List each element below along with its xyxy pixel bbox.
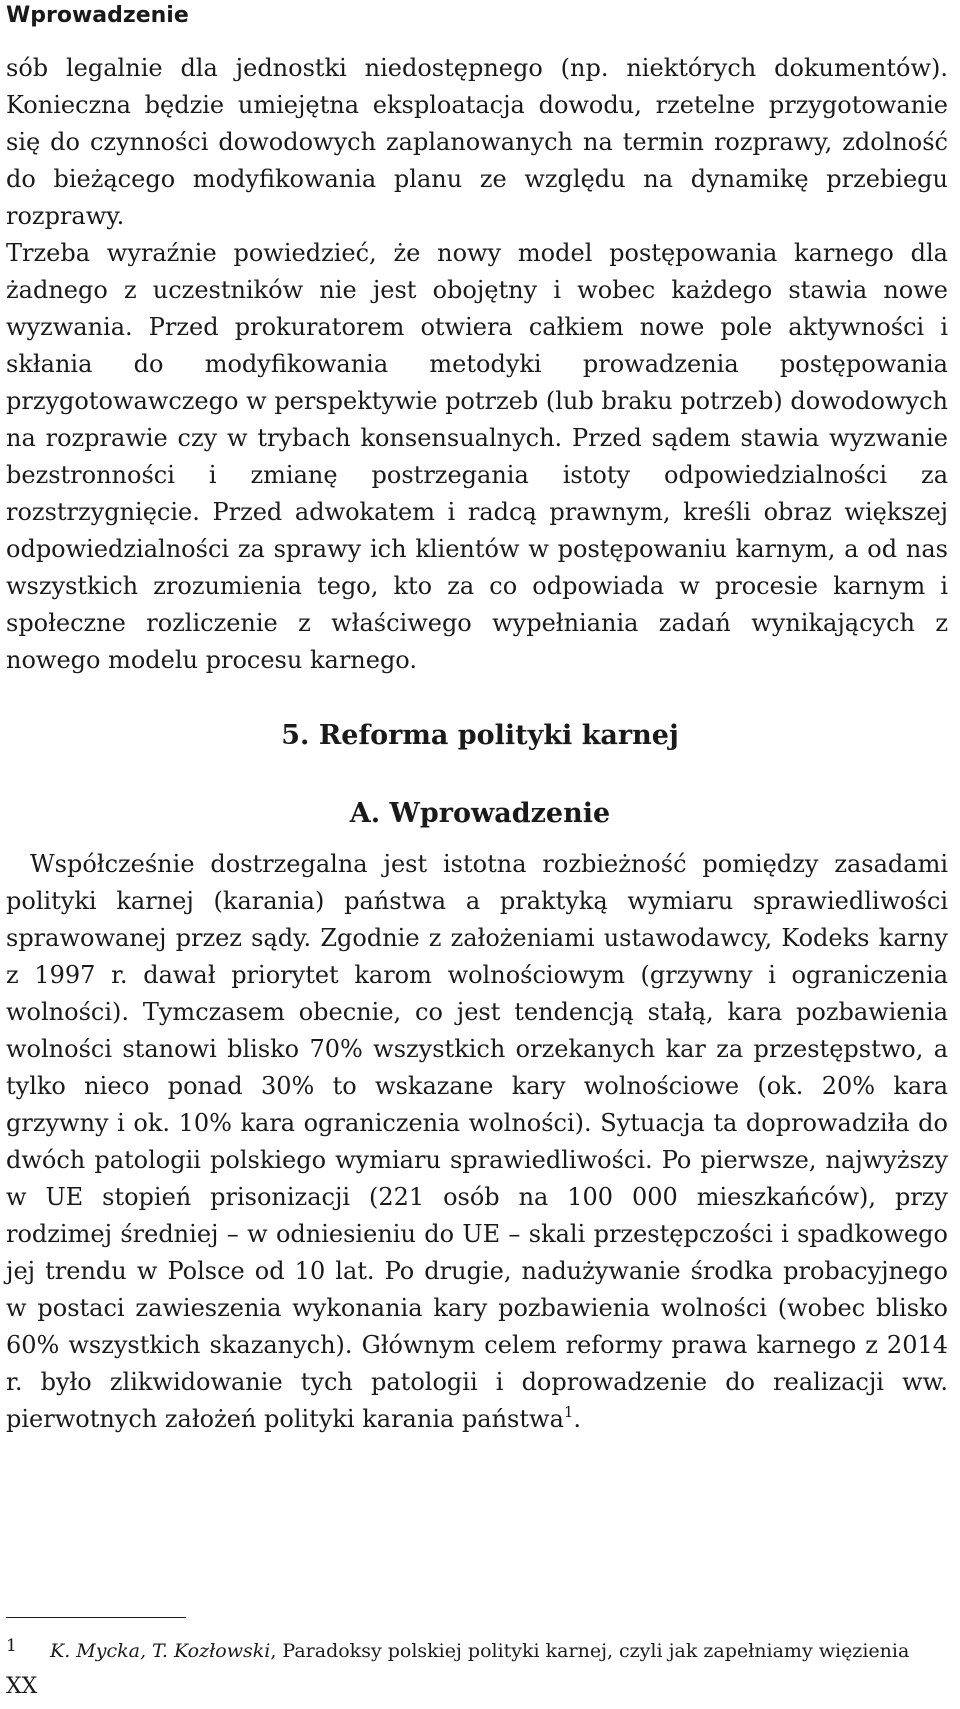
- paragraph-penal-policy-text: Współcześnie dostrzegalna jest istotna rozbieżność pomiędzy zasadami polityki karnej (karania) państwa a praktyką wymiaru sprawiedliwości sprawowanej przez sądy. Zgodnie z założeniami ustawodawcy, Kodeks karny z 1997 r. dawał priorytet karom wolnościowym (grzywny i ograniczenia wolności). Tymczasem obecnie, co jest tendencją stałą, kara pozbawienia wolności stanowi blisko 70% wszystkich orzekanych kar za przestępstwo, a tylko nieco ponad 30% to wskazane kary wolnościowe (ok. 20% kara grzywny i ok. 10% kara ograniczenia wolności). Sytuacja ta doprowadziła do dwóch patologii polskiego wymiaru sprawiedliwości. Po pierwsze, najwyższy w UE stopień prisonizacji (221 osób na 100 000 mieszkańców), przy rodzimej średniej – w odniesieniu do UE – skali przestępczości i spadkowego jej trendu w Polsce od 10 lat. Po drugie, nadużywanie środka probacyjnego w postaci zawieszenia wykonania kary pozbawienia wolności (wobec blisko 60% wszystkich skazanych). Głównym celem reformy prawa karnego z 2014 r. było zlikwidowanie tych patologii i doprowadzenie do realizacji ww. pierwotnych założeń polityki karania państwa: [6, 850, 948, 1433]
- section-heading: 5. Reforma polityki karnej: [281, 720, 679, 751]
- paragraph-penal-policy: [6, 846, 948, 1438]
- footnote-reference[interactable]: 1: [563, 1403, 574, 1421]
- page-number: XX: [6, 1674, 38, 1699]
- footnote-text: , Paradoksy polskiej polityki karnej, czyli jak zapełniamy więzienia: [270, 1640, 910, 1662]
- paragraph-continuation: sób legalnie dla jednostki niedostępnego (np. niektórych dokumentów). Konieczna będzie umiejętna eksploatacja dowodu, rzetelne przygotowanie się do czynności dowodowych zaplanowanych na termin rozprawy, zdolność do bieżącego modyfikowania planu ze względu na dynamikę przebiegu rozprawy.: [6, 54, 948, 230]
- footnote: 1 K. Mycka, T. Kozłowski, Paradoksy polskiej polityki karnej, czyli jak zapełniamy więzienia: [6, 1636, 910, 1662]
- body-text-block-2: [6, 846, 948, 1438]
- subsection-heading: A. Wprowadzenie: [349, 798, 611, 829]
- footnote-authors: K. Mycka, T. Kozłowski: [50, 1640, 271, 1662]
- footnote-divider: [6, 1617, 186, 1618]
- body-text-block-1: [6, 50, 948, 679]
- running-head: Wprowadzenie: [6, 3, 189, 28]
- paragraph-new-model: Trzeba wyraźnie powiedzieć, że nowy model postępowania karnego dla żadnego z uczestników nie jest obojętny i wobec każdego stawia nowe wyzwania. Przed prokuratorem otwiera całkiem nowe pole aktywności i skłania do modyfikowania metodyki prowadzenia postępowania przygotowawczego w perspektywie potrzeb (lub braku potrzeb) dowodowych na rozprawie czy w trybach konsensualnych. Przed sądem stawia wyzwanie bezstronności i zmianę postrzegania istoty odpowiedzialności za rozstrzygnięcie. Przed adwokatem i radcą prawnym, kreśli obraz większej odpowiedzialności za sprawy ich klientów w postępowaniu karnym, a od nas wszystkich zrozumienia tego, kto za co odpowiada w procesie karnym i społeczne rozliczenie z właściwego wypełniania zadań wynikających z nowego modelu procesu karnego.: [6, 239, 948, 674]
- paragraph-end-punct: .: [573, 1405, 582, 1433]
